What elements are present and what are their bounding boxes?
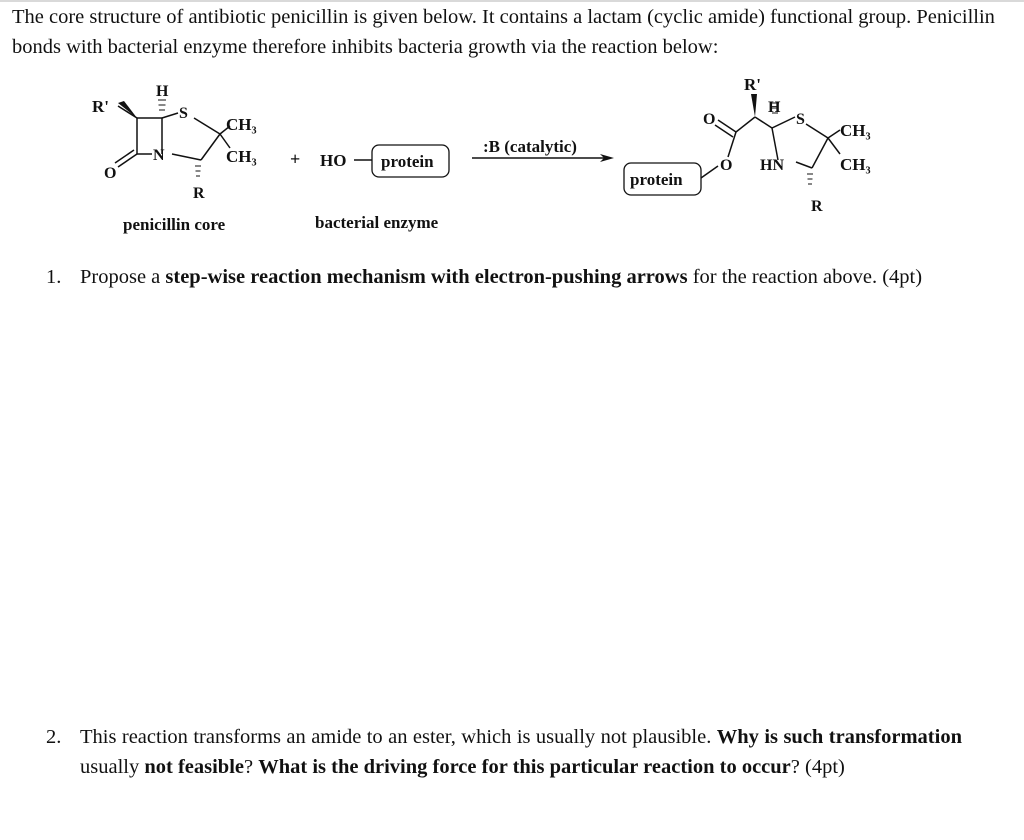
question-2 [46,722,976,814]
question-2-text [80,722,962,782]
question-2-segment-bold: Why is such transformation [716,726,962,748]
question-2-segment: This reaction transforms an amide to an ester, which is usually not plausible. [80,726,717,748]
product-methyl-top: CH₃ [840,121,871,140]
product-atom-o-ester: O [720,157,733,174]
question-2-segment-bold: not feasible [144,756,244,778]
atom-n: N [153,147,165,164]
atom-o: O [104,165,117,182]
question-2-segment: ? [244,756,259,778]
protein-label: protein [381,152,434,171]
catalyst-label: :B (catalytic) [483,137,577,156]
question-1-text-before: Propose a [80,266,166,288]
product-atom-hn: HN [760,157,784,174]
atom-r-prime: R' [92,97,109,116]
question-1-emphasis: step-wise reaction mechanism with electron-pushing arrows [165,266,688,288]
question-1-text-after: for the reaction above. (4pt) [687,266,923,288]
product-methyl-bottom: CH₃ [840,155,871,174]
question-1-text [80,262,970,292]
atom-s: S [179,105,188,122]
product-atom-o-carbonyl: O [703,111,716,128]
reaction-scheme [0,70,1024,250]
product-wedge-bond [751,94,757,117]
penicillin-core-structure [115,100,230,176]
wedge-bond [118,101,137,118]
product-atom-h: H [768,99,781,116]
penicillin-core-caption: penicillin core [123,215,226,234]
question-2-segment-bold: What is the driving force for this particular reaction to occur [258,756,791,778]
product-atom-s: S [796,111,805,128]
methyl-bottom: CH₃ [226,147,257,166]
bacterial-enzyme-caption: bacterial enzyme [315,213,439,232]
methyl-top: CH₃ [226,115,257,134]
question-1 [46,262,976,324]
atom-h: H [156,83,169,100]
question-1-number: 1. [46,266,62,288]
product-atom-r-prime: R' [744,75,761,94]
atom-r: R [193,185,205,202]
reaction-scheme-svg [0,70,1024,250]
product-atom-r: R [811,198,823,215]
question-2-segment: usually [80,756,145,778]
plus-sign: + [290,149,301,169]
question-2-segment: ? (4pt) [790,756,845,778]
intro-paragraph: The core structure of antibiotic penicillin is given below. It contains a lactam (cyclic amide) functional group. Penicillin bonds with bacterial enzyme therefore inhibits bacteria growth via the reaction below: [12,6,995,58]
question-2-number: 2. [46,726,62,748]
hydroxyl-label: HO [320,151,347,170]
product-protein-label: protein [630,170,683,189]
